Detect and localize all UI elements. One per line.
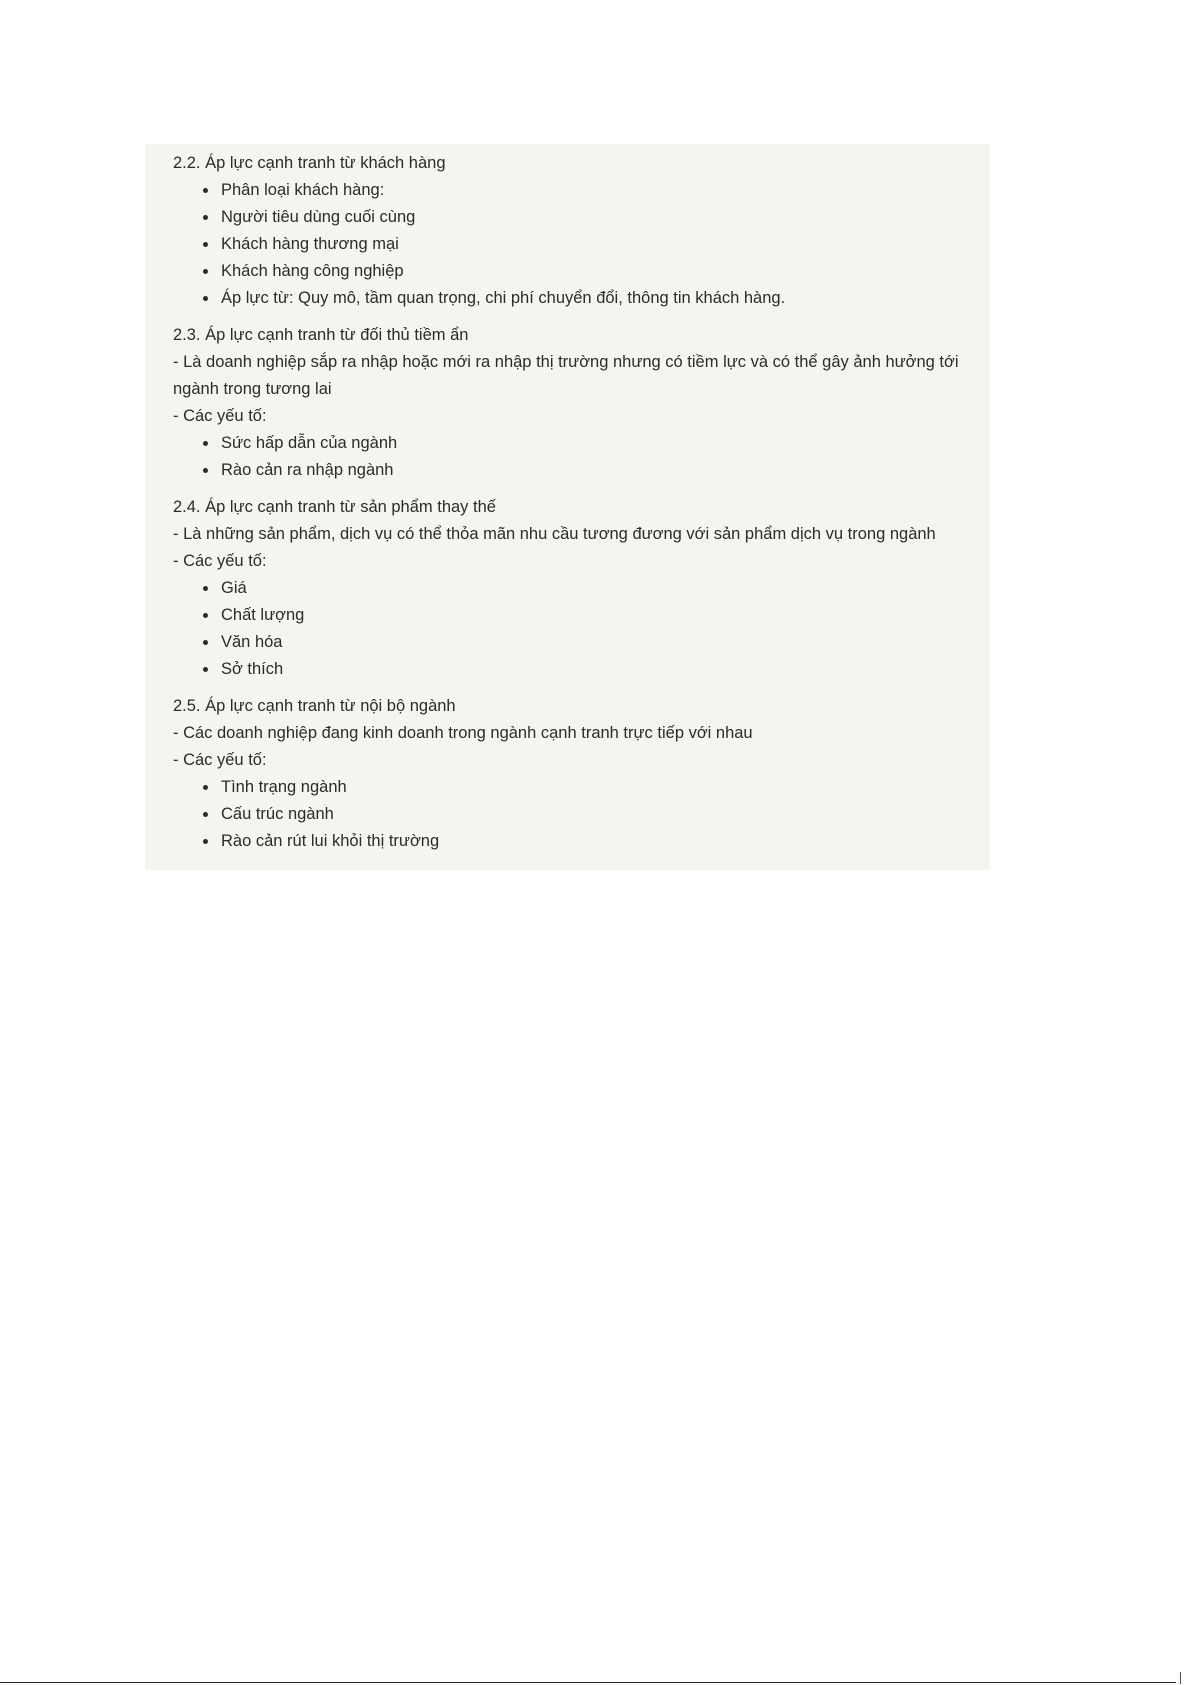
bullet-icon bbox=[203, 613, 208, 618]
bullet-icon bbox=[203, 269, 208, 274]
bullet-icon bbox=[203, 812, 208, 817]
section-title: 2.5. Áp lực cạnh tranh từ nội bộ ngành bbox=[173, 697, 456, 715]
list-item: Sở thích bbox=[203, 656, 980, 683]
section-title: 2.2. Áp lực cạnh tranh từ khách hàng bbox=[173, 154, 446, 172]
bullet-icon bbox=[203, 468, 208, 473]
bullet-icon bbox=[203, 242, 208, 247]
bullet-icon bbox=[203, 667, 208, 672]
section-description: - Là doanh nghiệp sắp ra nhập hoặc mới ra nhập thị trường nhưng có tiềm lực và có thể gây ảnh hưởng tới ngành trong tương lai bbox=[173, 353, 959, 398]
list-item: Cấu trúc ngành bbox=[203, 801, 980, 828]
section-description: - Là những sản phẩm, dịch vụ có thể thỏa mãn nhu cầu tương đương với sản phẩm dịch vụ trong ngành bbox=[173, 525, 936, 543]
bullet-list bbox=[173, 430, 980, 484]
bullet-list bbox=[173, 575, 980, 683]
list-item: Khách hàng công nghiệp bbox=[203, 258, 980, 285]
bullet-icon bbox=[203, 839, 208, 844]
page-edge-mark bbox=[1180, 1672, 1181, 1684]
list-item: Phân loại khách hàng: bbox=[203, 177, 980, 204]
section-title: 2.4. Áp lực cạnh tranh từ sản phẩm thay thế bbox=[173, 498, 496, 516]
list-item: Rào cản ra nhập ngành bbox=[203, 457, 980, 484]
factors-label: - Các yếu tố: bbox=[173, 407, 267, 425]
content-panel bbox=[145, 144, 990, 870]
list-item: Rào cản rút lui khỏi thị trường bbox=[203, 828, 980, 855]
section-industry-rivalry-pressure bbox=[173, 693, 980, 855]
page-bottom-divider bbox=[0, 1682, 1176, 1683]
factors-label: - Các yếu tố: bbox=[173, 751, 267, 769]
bullet-icon bbox=[203, 441, 208, 446]
list-item: Chất lượng bbox=[203, 602, 980, 629]
factors-label: - Các yếu tố: bbox=[173, 552, 267, 570]
bullet-icon bbox=[203, 785, 208, 790]
bullet-icon bbox=[203, 640, 208, 645]
bullet-icon bbox=[203, 215, 208, 220]
bullet-list bbox=[173, 177, 980, 312]
section-customer-pressure bbox=[173, 150, 980, 312]
bullet-icon bbox=[203, 188, 208, 193]
list-item: Giá bbox=[203, 575, 980, 602]
list-item: Tình trạng ngành bbox=[203, 774, 980, 801]
list-item: Người tiêu dùng cuối cùng bbox=[203, 204, 980, 231]
section-substitute-pressure bbox=[173, 494, 980, 683]
bullet-list bbox=[173, 774, 980, 855]
bullet-icon bbox=[203, 296, 208, 301]
list-item: Sức hấp dẫn của ngành bbox=[203, 430, 980, 457]
list-item: Văn hóa bbox=[203, 629, 980, 656]
list-item: Áp lực từ: Quy mô, tầm quan trọng, chi phí chuyển đổi, thông tin khách hàng. bbox=[203, 285, 980, 312]
list-item: Khách hàng thương mại bbox=[203, 231, 980, 258]
section-title: 2.3. Áp lực cạnh tranh từ đối thủ tiềm ẩn bbox=[173, 326, 469, 344]
section-potential-competitor-pressure bbox=[173, 322, 980, 484]
section-description: - Các doanh nghiệp đang kinh doanh trong ngành cạnh tranh trực tiếp với nhau bbox=[173, 724, 753, 742]
bullet-icon bbox=[203, 586, 208, 591]
